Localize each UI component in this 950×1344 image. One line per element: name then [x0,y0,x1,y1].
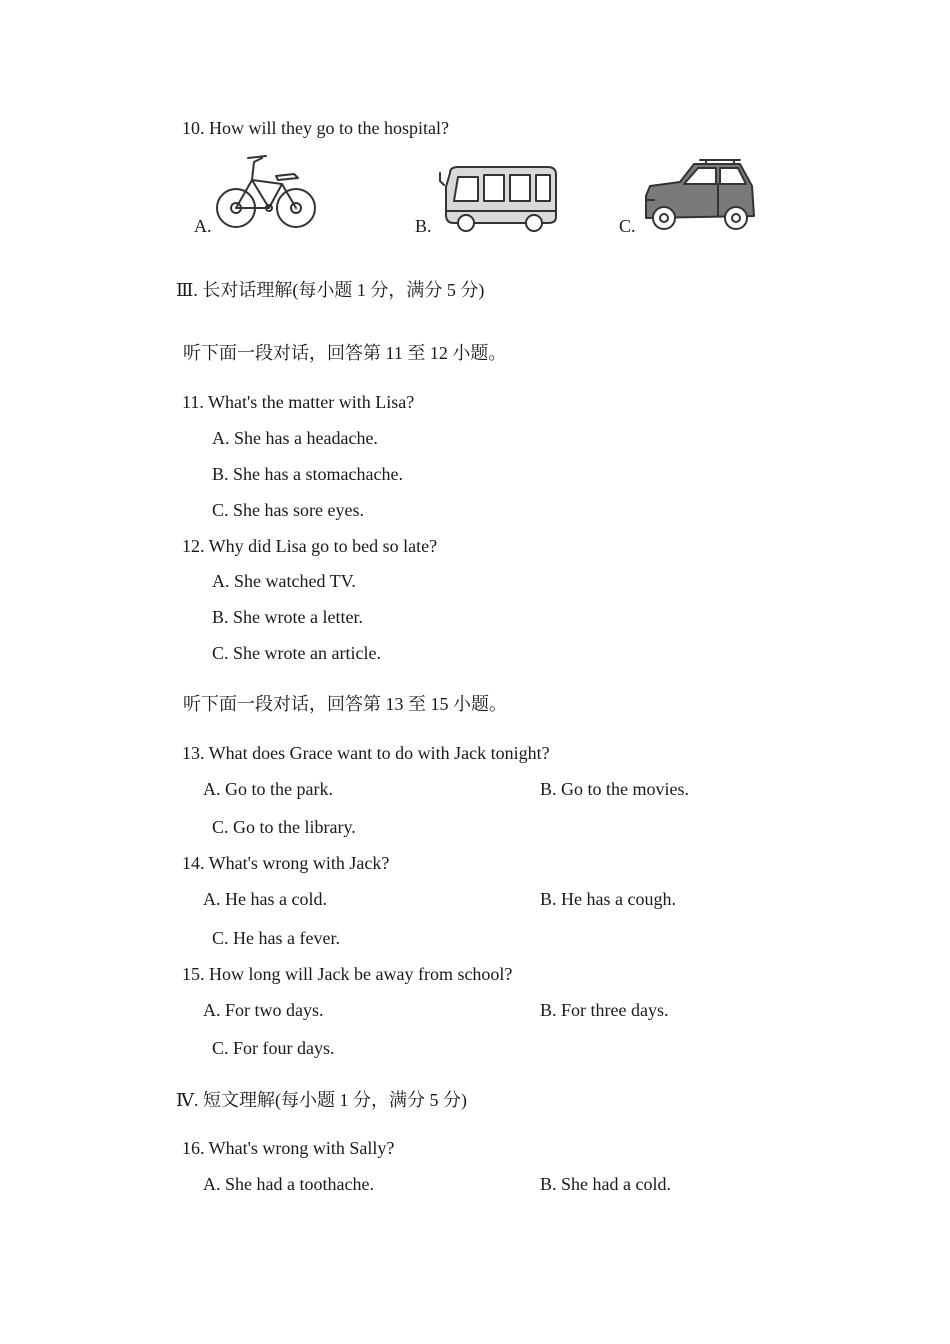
section-3-instruction-2: 听下面一段对话，回答第 13 至 15 小题。 [183,694,507,714]
question-13: 13. What does Grace want to do with Jack tonight? [182,743,550,763]
option-13b[interactable]: B. Go to the movies. [540,779,689,799]
option-14a[interactable]: A. He has a cold. [203,889,327,909]
option-10a-label[interactable]: A. [194,216,212,236]
section-3-heading: Ⅲ. 长对话理解(每小题 1 分，满分 5 分) [176,280,485,300]
option-16a[interactable]: A. She had a toothache. [203,1174,374,1194]
option-13a[interactable]: A. Go to the park. [203,779,333,799]
question-10: 10. How will they go to the hospital? [182,118,449,138]
option-14c[interactable]: C. He has a fever. [212,928,340,948]
car-image [640,156,758,241]
question-16: 16. What's wrong with Sally? [182,1138,395,1158]
option-11b[interactable]: B. She has a stomachache. [212,464,403,484]
bicycle-image [214,150,322,237]
section-3-instruction-1: 听下面一段对话，回答第 11 至 12 小题。 [183,343,507,363]
option-13c[interactable]: C. Go to the library. [212,817,356,837]
option-15a[interactable]: A. For two days. [203,1000,324,1020]
bus-image [436,163,560,240]
option-12a[interactable]: A. She watched TV. [212,571,356,591]
section-4-heading: Ⅳ. 短文理解(每小题 1 分，满分 5 分) [176,1090,467,1110]
option-14b[interactable]: B. He has a cough. [540,889,676,909]
option-15c[interactable]: C. For four days. [212,1038,335,1058]
option-12b[interactable]: B. She wrote a letter. [212,607,363,627]
option-15b[interactable]: B. For three days. [540,1000,669,1020]
option-10b-label[interactable]: B. [415,216,432,236]
question-12: 12. Why did Lisa go to bed so late? [182,536,438,556]
question-11: 11. What's the matter with Lisa? [182,392,415,412]
option-11c[interactable]: C. She has sore eyes. [212,500,364,520]
question-14: 14. What's wrong with Jack? [182,853,390,873]
option-16b[interactable]: B. She had a cold. [540,1174,671,1194]
option-12c[interactable]: C. She wrote an article. [212,643,381,663]
option-10c-label[interactable]: C. [619,216,636,236]
option-11a[interactable]: A. She has a headache. [212,428,378,448]
question-15: 15. How long will Jack be away from school? [182,964,513,984]
